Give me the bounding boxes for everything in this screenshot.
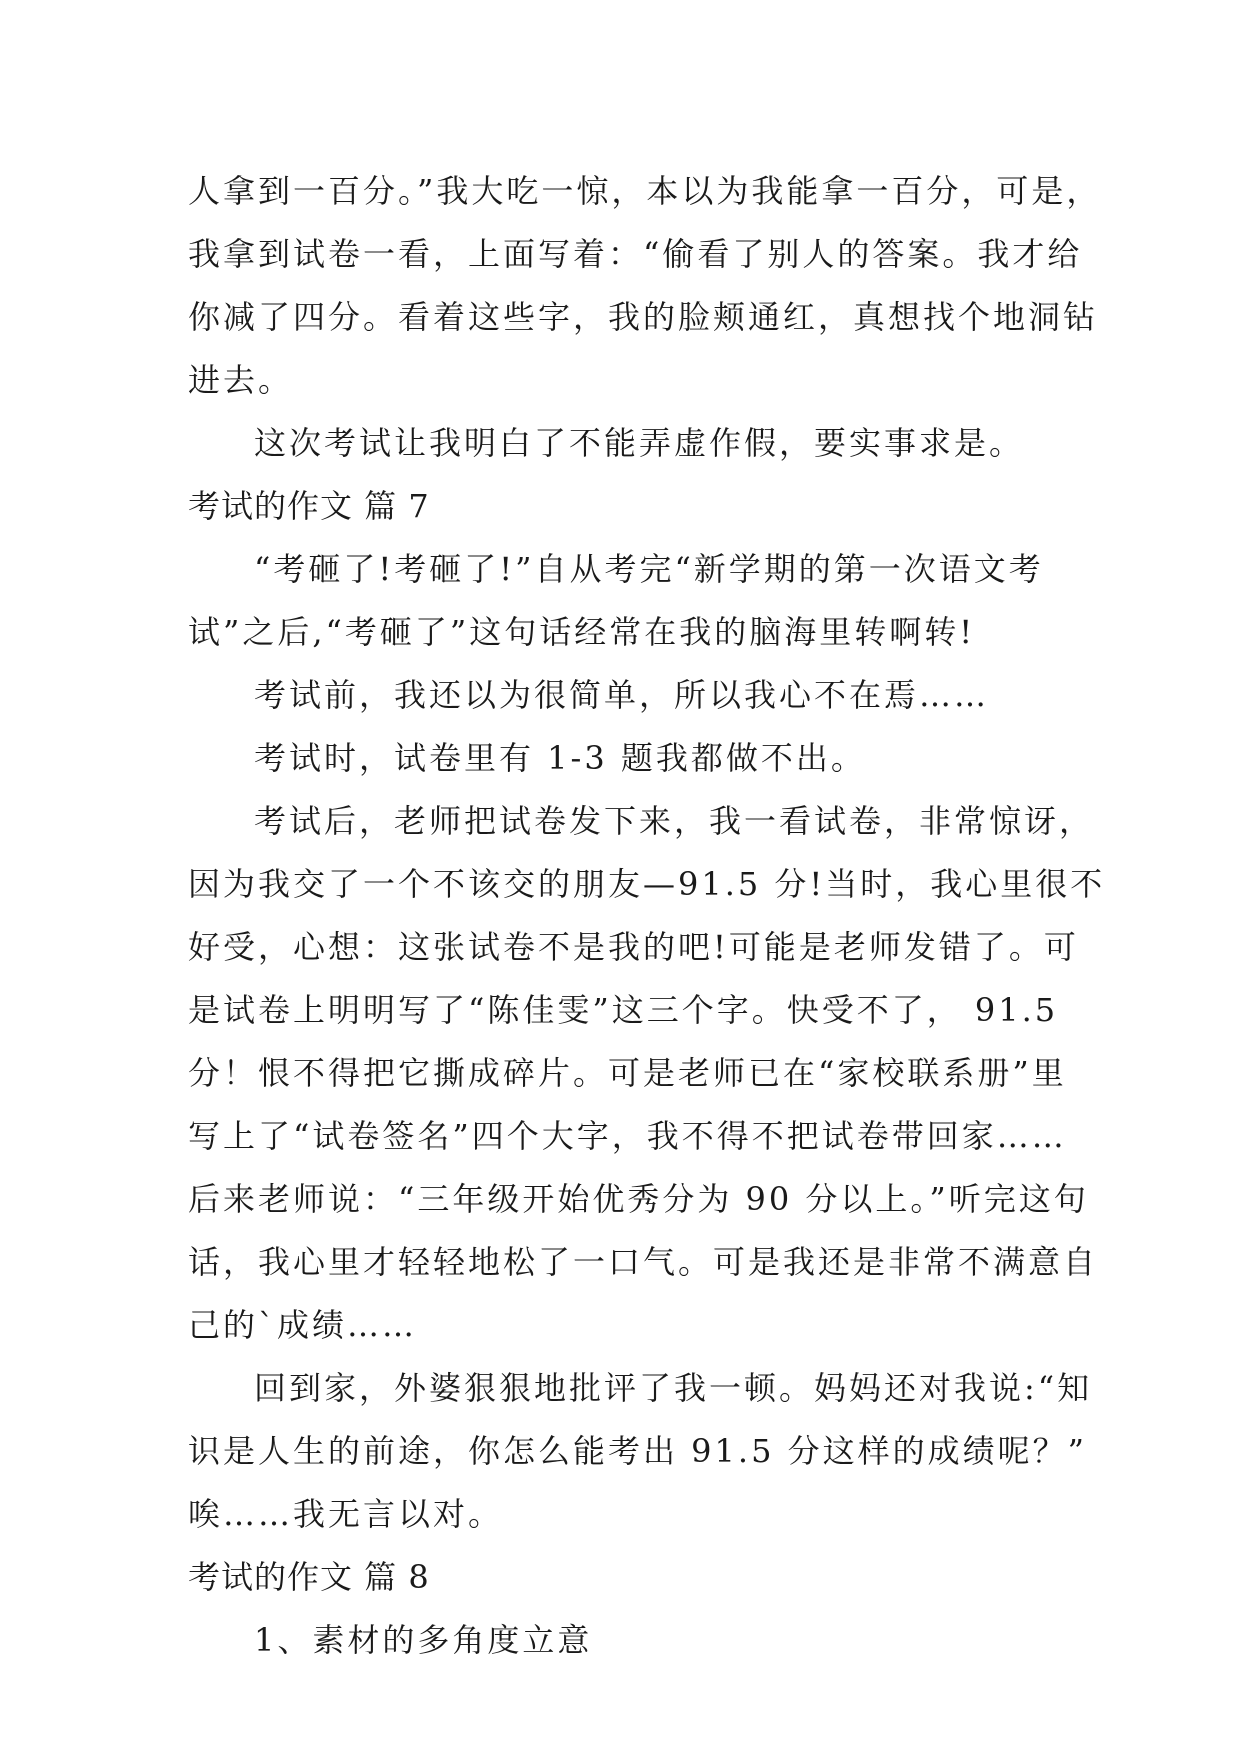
text-line: 己的`成绩…… <box>188 1306 418 1344</box>
list-item: 1、素材的多角度立意 <box>254 1621 593 1659</box>
text-line: 后来老师说：“三年级开始优秀分为 90 分以上。”听完这句 <box>188 1180 1089 1218</box>
text-line: 试”之后,“考砸了”这句话经常在我的脑海里转啊转! <box>188 613 976 651</box>
section-heading: 考试的作文 篇 7 <box>188 487 430 525</box>
document-body <box>188 160 1106 1672</box>
text-line: 识是人生的前途，你怎么能考出 91.5 分这样的成绩呢？” <box>188 1432 1087 1470</box>
text-line: 进去。 <box>188 361 294 399</box>
paragraph-line: 考试前，我还以为很简单，所以我心不在焉…… <box>254 676 990 714</box>
text-line: 人拿到一百分。”我大吃一惊，本以为我能拿一百分，可是， <box>188 172 1102 210</box>
text-line: 唉……我无言以对。 <box>188 1495 504 1533</box>
paragraph-line: 考试后，老师把试卷发下来，我一看试卷，非常惊讶， <box>254 802 1095 840</box>
section-heading: 考试的作文 篇 8 <box>188 1558 430 1596</box>
text-line: 写上了“试卷签名”四个大字，我不得不把试卷带回家…… <box>188 1117 1067 1155</box>
paragraph-line: 这次考试让我明白了不能弄虚作假，要实事求是。 <box>254 424 1025 462</box>
text-line: 因为我交了一个不该交的朋友—91.5 分!当时，我心里很不 <box>188 865 1106 903</box>
paragraph-line: 考试时，试卷里有 1-3 题我都做不出。 <box>254 739 866 777</box>
text-line: 话，我心里才轻轻地松了一口气。可是我还是非常不满意自 <box>188 1243 1099 1281</box>
text-line: 是试卷上明明写了“陈佳雯”这三个字。快受不了， 91.5 <box>188 991 1059 1029</box>
text-line: 好受，心想：这张试卷不是我的吧!可能是老师发错了。可 <box>188 928 1079 966</box>
paragraph-line: 回到家，外婆狠狠地批评了我一顿。妈妈还对我说:“知 <box>254 1369 1093 1407</box>
paragraph-line: “考砸了!考砸了!”自从考完“新学期的第一次语文考 <box>254 550 1044 588</box>
text-line: 你减了四分。看着这些字，我的脸颊通红，真想找个地洞钻 <box>188 298 1099 336</box>
text-line: 我拿到试卷一看，上面写着：“偷看了别人的答案。我才给 <box>188 235 1083 273</box>
text-line: 分！恨不得把它撕成碎片。可是老师已在“家校联系册”里 <box>188 1054 1067 1092</box>
